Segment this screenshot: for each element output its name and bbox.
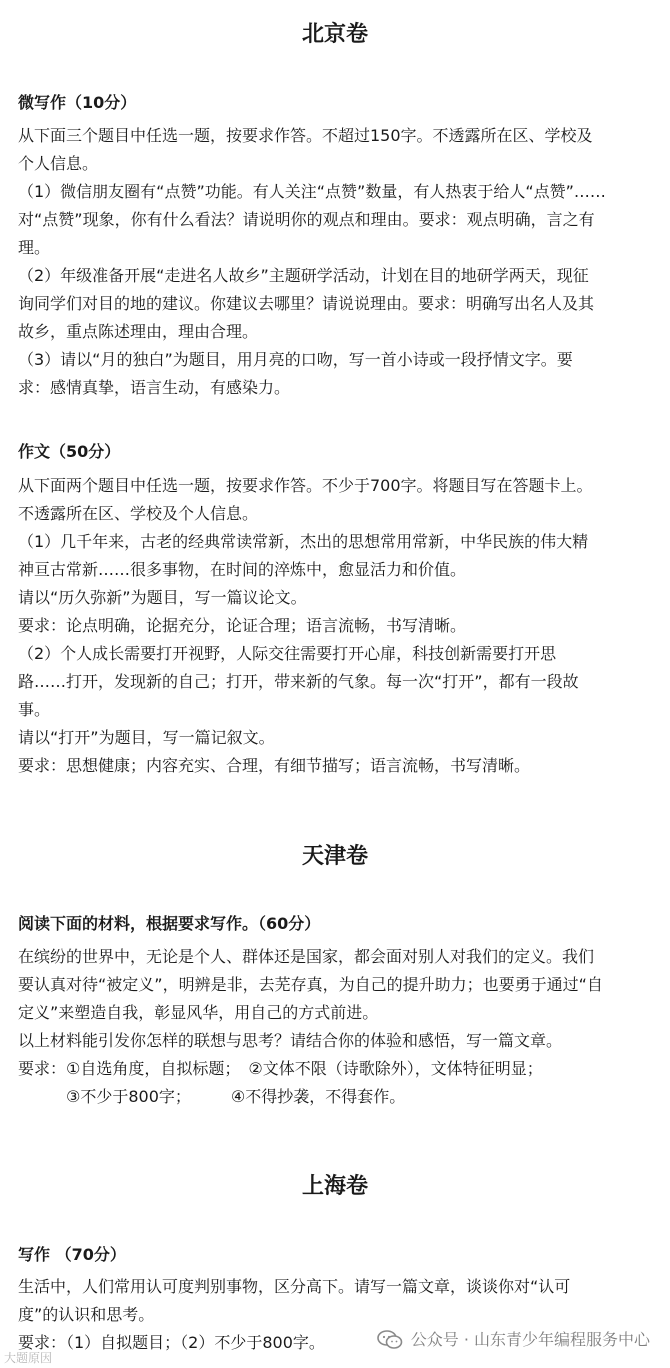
beijing-essay-line: 从下面两个题目中任选一题，按要求作答。不少于700字。将题目写在答题卡上。 [18,476,593,495]
beijing-micro-line: （3）请以“月的独白”为题目，用月亮的口吻，写一首小诗或一段抒情文字。要 [18,350,573,369]
beijing-micro-line: 求：感情真挚，语言生动，有感染力。 [18,378,291,397]
beijing-essay-line: 要求：论点明确，论据充分，论证合理；语言流畅，书写清晰。 [18,616,467,635]
beijing-essay-line: 事。 [18,700,51,719]
shanghai-title: 上海卷 [301,1174,368,1199]
beijing-micro-line: 从下面三个题目中任选一题，按要求作答。不超过150字。不透露所在区、学校及 [18,126,593,145]
beijing-essay-line: 要求：思想健康；内容充实、合理，有细节描写；语言流畅，书写清晰。 [18,756,531,775]
shanghai-line: 度”的认识和思考。 [18,1305,155,1324]
beijing-essay-line: 路……打开，发现新的自己；打开，带来新的气象。每一次“打开”，都有一段故 [18,672,579,691]
beijing-micro-line: （2）年级准备开展“走进名人故乡”主题研学活动，计划在目的地研学两天，现征 [18,266,589,285]
tianjin-title: 天津卷 [301,844,368,869]
beijing-essay-line: （2）个人成长需要打开视野，人际交往需要打开心扉，科技创新需要打开思 [18,644,557,663]
beijing-essay-line: （1）几千年来，古老的经典常读常新，杰出的思想常用常新，中华民族的伟大精 [18,532,589,551]
tianjin-line: 定义”来塑造自我，彰显风华，用自己的方式前进。 [18,1003,379,1022]
tianjin-line: 以上材料能引发你怎样的联想与思考？请结合你的体验和感悟，写一篇文章。 [18,1031,563,1050]
beijing-essay-line: 请以“打开”为题目，写一篇记叙文。 [18,728,275,747]
wechat-icon [377,1330,403,1350]
tianjin-line: 在缤纷的世界中，无论是个人、群体还是国家，都会面对别人对我们的定义。我们 [18,947,595,966]
beijing-essay-heading: 作文（50分） [18,442,121,461]
beijing-micro-line: 理。 [18,238,51,257]
beijing-essay-line: 神亘古常新……很多事物，在时间的淬炼中，愈显活力和价值。 [18,560,467,579]
beijing-micro-heading: 微写作（10分） [18,93,137,112]
source-watermark [371,1326,650,1354]
beijing-title: 北京卷 [301,22,368,47]
corner-watermark: 大题原因 [4,1351,53,1365]
beijing-essay-line: 请以“历久弥新”为题目，写一篇议论文。 [18,588,307,607]
beijing-micro-line: 询同学们对目的地的建议。你建议去哪里？请说说理由。要求：明确写出名人及其 [18,294,595,313]
tianjin-heading: 阅读下面的材料，根据要求写作。（60分） [18,914,321,933]
tianjin-line: 要认真对待“被定义”，明辨是非，去芜存真，为自己的提升助力；也要勇于通过“自 [18,975,603,994]
tianjin-line: 要求：①自选角度，自拟标题； ②文体不限（诗歌除外），文体特征明显； [18,1059,543,1078]
beijing-micro-line: 对“点赞”现象，你有什么看法？请说明你的观点和理由。要求：观点明确，言之有 [18,210,595,229]
watermark-text: 公众号 · 山东青少年编程服务中心 [410,1330,650,1349]
beijing-micro-line: 个人信息。 [18,154,99,173]
shanghai-line: 要求：（1）自拟题目；（2）不少于800字。 [18,1333,325,1352]
shanghai-heading: 写作 （70分） [18,1245,126,1264]
beijing-essay-line: 不透露所在区、学校及个人信息。 [18,504,259,523]
shanghai-line: 生活中，人们常用认可度判别事物，区分高下。请写一篇文章，谈谈你对“认可 [18,1277,571,1296]
beijing-micro-line: 故乡，重点陈述理由，理由合理。 [18,322,259,341]
beijing-micro-line: （1）微信朋友圈有“点赞”功能。有人关注“点赞”数量，有人热衷于给人“点赞”…… [18,182,606,201]
tianjin-line: ③不少于800字； ④不得抄袭，不得套作。 [18,1087,406,1106]
